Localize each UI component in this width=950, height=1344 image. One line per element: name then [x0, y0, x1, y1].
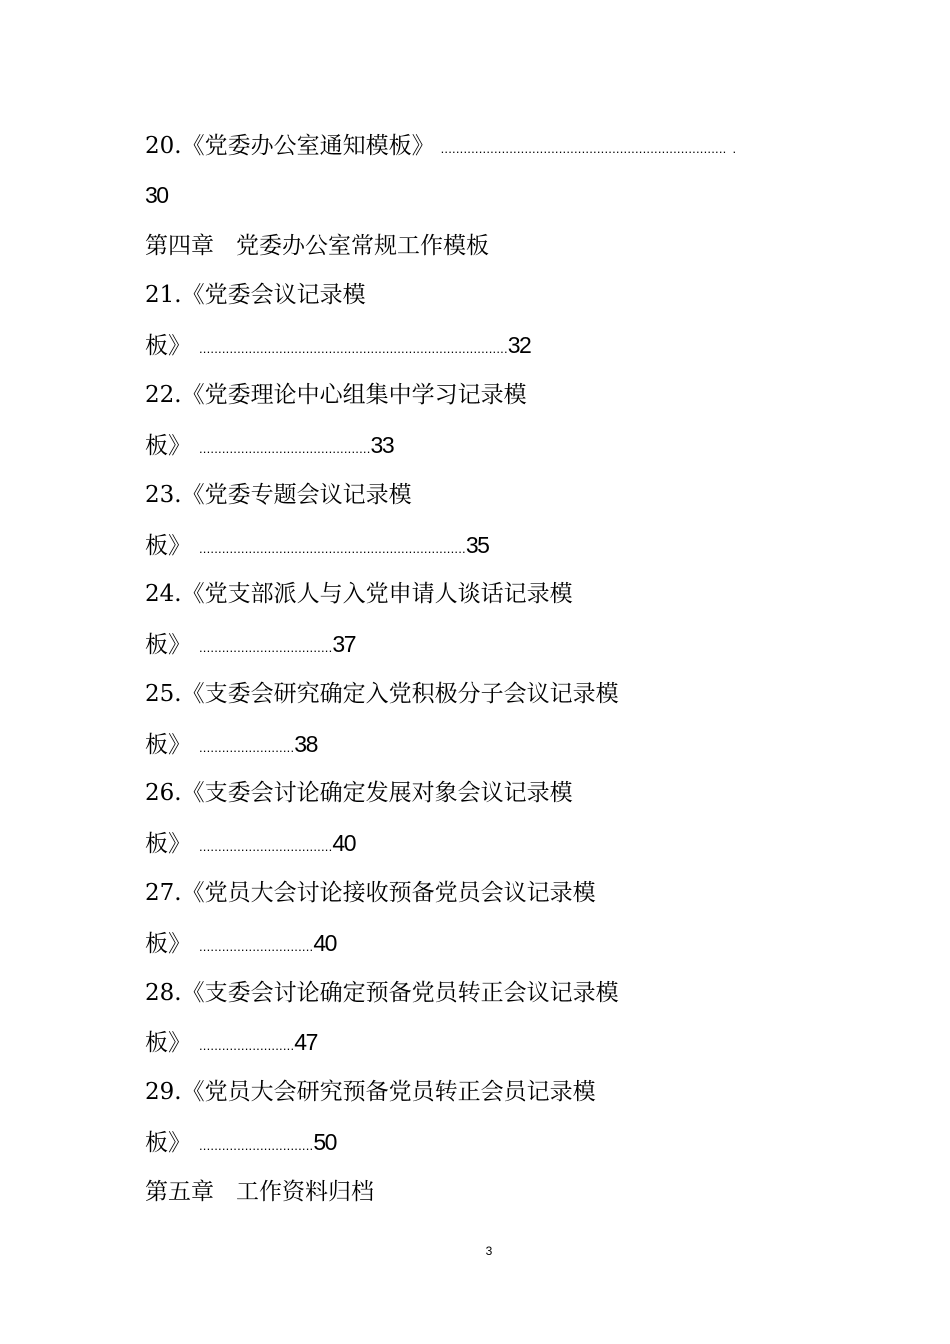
toc-page-number: 40 [332, 830, 356, 856]
toc-entry-title-end: 板》 [145, 931, 191, 957]
toc-page-number: 40 [313, 930, 336, 956]
toc-entry-title-end: 板》 [145, 732, 191, 758]
toc-entry-21[interactable] [145, 279, 366, 311]
toc-page-number: 37 [332, 631, 356, 657]
toc-page-number: 32 [507, 332, 531, 358]
dot-leader: ............................................. [199, 441, 371, 456]
toc-entry-title: 26.《支委会讨论确定发展对象会议记录模 [145, 780, 573, 806]
toc-entry-28[interactable] [145, 977, 619, 1009]
chapter-label: 第四章 [145, 233, 214, 259]
toc-entry-title: 21.《党委会议记录模 [145, 282, 366, 308]
toc-entry-title: 25.《支委会研究确定入党积极分子会议记录模 [145, 681, 619, 707]
toc-entry-24-continuation[interactable] [145, 628, 355, 664]
toc-entry-28-continuation[interactable] [145, 1026, 317, 1062]
chapter-label: 第五章 [145, 1179, 214, 1205]
toc-entry-23-continuation[interactable] [145, 529, 488, 565]
toc-entry-title: 20.《党委办公室通知模板》 [145, 133, 435, 159]
toc-entry-title-end: 板》 [145, 1130, 191, 1156]
toc-page-number: 38 [294, 731, 317, 757]
page-footer-number: 3 [485, 1244, 493, 1258]
dot-leader: .............................. [199, 1138, 314, 1153]
toc-entry-23[interactable] [145, 479, 412, 511]
toc-page-number: 33 [370, 432, 394, 458]
toc-entry-title-end: 板》 [145, 433, 191, 459]
toc-entry-20[interactable] [145, 130, 736, 165]
toc-page-number: 30 [145, 182, 168, 208]
toc-entry-29-continuation[interactable] [145, 1126, 336, 1162]
toc-entry-title-end: 板》 [145, 533, 191, 559]
toc-entry-25-continuation[interactable] [145, 728, 317, 764]
chapter-heading-5[interactable] [145, 1176, 374, 1208]
toc-entry-title: 24.《党支部派人与入党申请人谈话记录模 [145, 581, 573, 607]
toc-entry-title-end: 板》 [145, 333, 191, 359]
toc-entry-21-continuation[interactable] [145, 329, 530, 365]
toc-page-number: 35 [465, 532, 489, 558]
dot-leader-trail: . [732, 141, 737, 156]
toc-entry-title: 23.《党委专题会议记录模 [145, 482, 412, 508]
toc-page-number: 50 [313, 1129, 336, 1155]
toc-entry-title-end: 板》 [145, 1030, 191, 1056]
dot-leader: ........................................................................... [440, 141, 727, 156]
dot-leader: ......................... [199, 740, 295, 755]
toc-entry-26-continuation[interactable] [145, 827, 355, 863]
toc-entry-24[interactable] [145, 578, 573, 610]
toc-entry-title-end: 板》 [145, 831, 191, 857]
dot-leader: ................................... [199, 640, 333, 655]
toc-entry-title: 28.《支委会讨论确定预备党员转正会议记录模 [145, 980, 619, 1006]
toc-entry-title: 29.《党员大会研究预备党员转正会员记录模 [145, 1079, 596, 1105]
dot-leader: ................................................................................. [199, 341, 508, 356]
toc-entry-27[interactable] [145, 877, 596, 909]
toc-entry-title: 27.《党员大会讨论接收预备党员会议记录模 [145, 880, 596, 906]
toc-entry-title-end: 板》 [145, 632, 191, 658]
dot-leader: .............................. [199, 939, 314, 954]
toc-entry-25[interactable] [145, 678, 619, 710]
dot-leader: ......................... [199, 1038, 295, 1053]
toc-entry-26[interactable] [145, 777, 573, 809]
toc-entry-29[interactable] [145, 1076, 596, 1108]
chapter-title: 党委办公室常规工作模板 [236, 233, 489, 259]
dot-leader: ...................................................................... [199, 541, 466, 556]
toc-entry-27-continuation[interactable] [145, 927, 336, 963]
chapter-heading-4[interactable] [145, 230, 489, 262]
dot-leader: ................................... [199, 839, 333, 854]
toc-entry-22-continuation[interactable] [145, 429, 393, 465]
chapter-title: 工作资料归档 [236, 1179, 374, 1205]
toc-entry-22[interactable] [145, 379, 527, 411]
toc-entry-title: 22.《党委理论中心组集中学习记录模 [145, 382, 527, 408]
toc-page-number: 47 [294, 1029, 317, 1055]
